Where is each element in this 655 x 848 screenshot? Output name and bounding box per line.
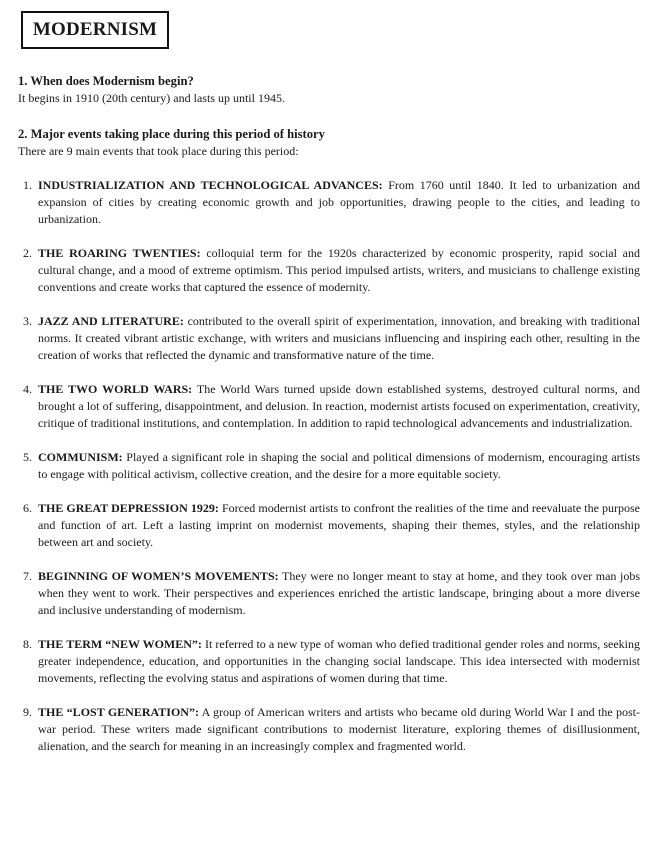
item-text: Forced modernist artists to confront the realities of the time and reevaluate the purpose and function of art. Left a lasting imprint on modernist movements, shaping their themes, styles, and the relationship between art and society.: [38, 501, 641, 549]
item-text: contributed to the overall spirit of experimentation, innovation, and breaking with traditional norms. It created vibrant artistic exchange, with writers and musicians influencing and inspiring each other, resulting in the creation of works that reflected the dynamic and transformative nature of the time.: [38, 314, 641, 362]
item-number: 3.: [23, 314, 32, 328]
section-when-modernism-begins: [18, 73, 638, 107]
item-term: BEGINNING OF WOMEN’S MOVEMENTS:: [38, 569, 279, 583]
item-number: 2.: [23, 246, 32, 260]
item-text: From 1760 until 1840. It led to urbanization and expansion of cities by creating economic growth and job opportunities, drawing people to the cities, and leading to urbanization.: [38, 178, 641, 226]
item-term: JAZZ AND LITERATURE:: [38, 314, 184, 328]
list-item: [18, 177, 640, 228]
title-box: [21, 11, 169, 49]
item-number: 6.: [23, 501, 32, 515]
item-number: 5.: [23, 450, 32, 464]
item-term: THE TERM “NEW WOMEN”:: [38, 637, 202, 651]
list-item: [18, 449, 640, 483]
item-number: 4.: [23, 382, 32, 396]
item-term: THE TWO WORLD WARS:: [38, 382, 193, 396]
list-item: [18, 245, 640, 296]
list-item: [18, 636, 640, 687]
section-major-events: [18, 126, 638, 160]
page-title: MODERNISM: [32, 19, 158, 40]
events-list: [18, 177, 640, 755]
item-text: A group of American writers and artists who became old during World War I and the post-war period. These writers made significant contributions to modernist literature, exploring themes of disillusionment, alienation, and the search for meaning in an increasingly complex and fragmented world.: [38, 705, 640, 753]
section-heading: 1. When does Modernism begin?: [18, 74, 194, 88]
item-text: Played a significant role in shaping the social and political dimensions of modernism, encouraging artists to engage with political activism, collective creation, and the desire for a more equitable society.: [38, 450, 641, 481]
item-term: THE GREAT DEPRESSION 1929:: [38, 501, 219, 515]
section-text: There are 9 main events that took place during this period:: [18, 144, 299, 158]
list-item: [18, 704, 640, 755]
item-text: The World Wars turned upside down established systems, destroyed cultural norms, and brought a lot of suffering, disappointment, and delusion. In reaction, modernist artists focused on experimentation, creativity, critique of traditional institutions, and contemplation. In addition to rapid technological advancements and industrialization.: [38, 382, 640, 430]
item-term: THE “LOST GENERATION”:: [38, 705, 199, 719]
item-term: THE ROARING TWENTIES:: [38, 246, 201, 260]
item-term: INDUSTRIALIZATION AND TECHNOLOGICAL ADVANCES:: [38, 178, 383, 192]
section-text: It begins in 1910 (20th century) and lasts up until 1945.: [18, 91, 285, 105]
item-text: colloquial term for the 1920s characterized by economic prosperity, rapid social and cultural change, and a mood of extreme optimism. This period impulsed artists, writers, and musicians to challenge existing conventions and create works that captured the essence of modernity.: [38, 246, 640, 294]
item-term: COMMUNISM:: [38, 450, 123, 464]
item-text: They were no longer meant to stay at home, and they took over man jobs when they went to work. Their perspectives and experiences enriched the artistic landscape, bringing about a more diverse and inclusive understanding of modernism.: [38, 569, 640, 617]
section-heading: 2. Major events taking place during this period of history: [18, 127, 325, 141]
item-number: 8.: [23, 637, 32, 651]
item-number: 7.: [23, 569, 32, 583]
item-text: It referred to a new type of woman who defied traditional gender roles and norms, seeking greater independence, education, and opportunities in the changing social landscape. This idea intersected with modernist movements, reflecting the evolving status and aspirations of women during that time.: [38, 637, 640, 685]
list-item: [18, 381, 640, 432]
list-item: [18, 568, 640, 619]
item-number: 9.: [23, 705, 32, 719]
list-item: [18, 500, 640, 551]
list-item: [18, 313, 640, 364]
item-number: 1.: [23, 178, 32, 192]
